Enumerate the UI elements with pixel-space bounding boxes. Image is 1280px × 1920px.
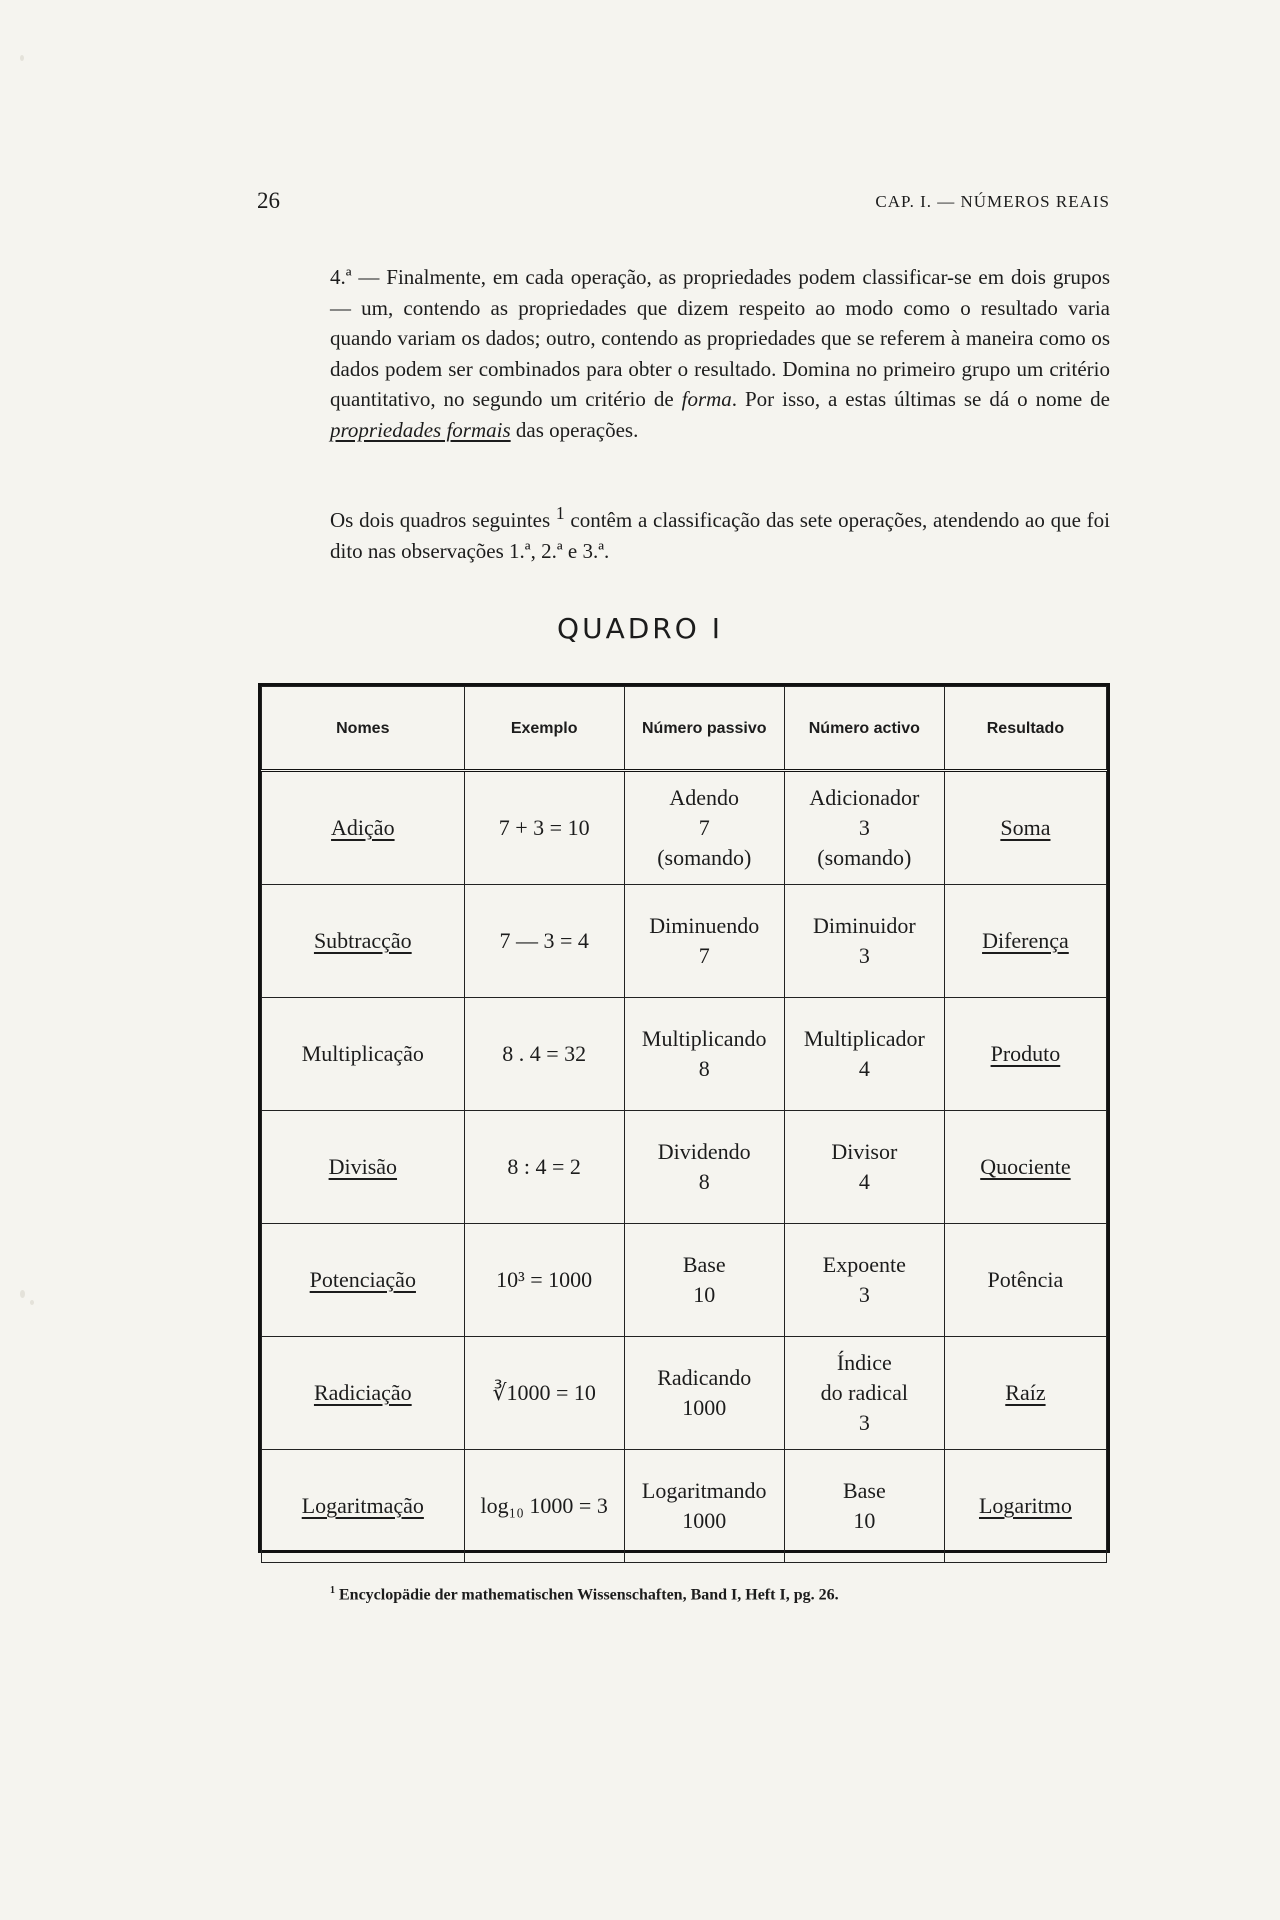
passive-value: 7 bbox=[698, 943, 710, 968]
cell-active bbox=[784, 1224, 944, 1337]
cell-example: ∛1000 = 10 bbox=[464, 1337, 624, 1450]
paragraph-tables-intro bbox=[330, 498, 1110, 566]
cell-passive bbox=[624, 885, 784, 998]
cell-passive bbox=[624, 771, 784, 885]
result-name: Diferença bbox=[982, 928, 1069, 953]
footnote bbox=[330, 1585, 839, 1604]
cell-result bbox=[944, 998, 1106, 1111]
table-title: QUADRO I bbox=[557, 612, 723, 645]
table-row bbox=[262, 1337, 1107, 1450]
operation-name: Subtracção bbox=[313, 928, 412, 953]
header-passive: Número passivo bbox=[624, 687, 784, 771]
table-header-row bbox=[262, 687, 1107, 771]
result-name: Raíz bbox=[1005, 1380, 1046, 1405]
operation-name: Multiplicação bbox=[301, 1041, 424, 1066]
paragraph-text: contêm a classificação das sete operações, atendendo ao que foi dito nas observações 1.ª, 2.ª e 3.ª. bbox=[330, 508, 1110, 563]
passive-value: 10 bbox=[693, 1282, 716, 1307]
active-value: 3 bbox=[858, 815, 870, 840]
operation-name: Potenciação bbox=[309, 1267, 416, 1292]
passive-value: 1000 bbox=[682, 1508, 727, 1533]
cell-active bbox=[784, 885, 944, 998]
active-term: Índice bbox=[836, 1350, 892, 1375]
header-result: Resultado bbox=[944, 687, 1106, 771]
active-term: Diminuidor bbox=[812, 913, 916, 938]
active-term: Base bbox=[842, 1478, 886, 1503]
cell-result bbox=[944, 1111, 1106, 1224]
cell-result bbox=[944, 885, 1106, 998]
table-row bbox=[262, 1224, 1107, 1337]
table-row bbox=[262, 1450, 1107, 1563]
paragraph-properties bbox=[330, 262, 1110, 445]
operation-name: Adição bbox=[331, 815, 395, 840]
paper-speck bbox=[20, 55, 24, 61]
cell-result bbox=[944, 1337, 1106, 1450]
cell-name bbox=[262, 1111, 465, 1224]
cell-example: 10³ = 1000 bbox=[464, 1224, 624, 1337]
cell-active bbox=[784, 771, 944, 885]
italic-term: forma bbox=[681, 387, 732, 411]
passive-value: 8 bbox=[698, 1169, 710, 1194]
active-term: Divisor bbox=[831, 1139, 898, 1164]
paragraph-text: . Por isso, a estas últimas se dá o nome de bbox=[731, 387, 1111, 411]
cell-passive bbox=[624, 1111, 784, 1224]
running-head: CAP. I. — NÚMEROS REAIS bbox=[875, 192, 1110, 211]
active-term: Adicionador bbox=[809, 785, 920, 810]
cell-example: 8 : 4 = 2 bbox=[464, 1111, 624, 1224]
cell-result bbox=[944, 1450, 1106, 1563]
cell-active bbox=[784, 998, 944, 1111]
passive-value: 1000 bbox=[682, 1395, 727, 1420]
result-name: Logaritmo bbox=[978, 1493, 1072, 1518]
table-row bbox=[262, 998, 1107, 1111]
cell-name bbox=[262, 998, 465, 1111]
table-row bbox=[262, 771, 1107, 885]
header-active: Número activo bbox=[784, 687, 944, 771]
cell-passive bbox=[624, 1337, 784, 1450]
footnote-text: Encyclopädie der mathematischen Wissenschaften, Band I, Heft I, pg. 26. bbox=[339, 1586, 839, 1604]
active-value: 3 bbox=[858, 943, 870, 968]
active-term-line2: do radical bbox=[820, 1380, 908, 1405]
cell-result bbox=[944, 1224, 1106, 1337]
operation-name: Logaritmação bbox=[301, 1493, 424, 1518]
cell-name bbox=[262, 1224, 465, 1337]
operations-table bbox=[258, 683, 1110, 1553]
table-row bbox=[262, 1111, 1107, 1224]
result-name: Produto bbox=[990, 1041, 1061, 1066]
active-value: 3 bbox=[858, 1410, 870, 1435]
header-names: Nomes bbox=[262, 687, 465, 771]
cell-active bbox=[784, 1450, 944, 1563]
passive-term: Base bbox=[682, 1252, 726, 1277]
result-name: Soma bbox=[1000, 815, 1051, 840]
active-term: Expoente bbox=[822, 1252, 906, 1277]
table-row bbox=[262, 885, 1107, 998]
cell-passive bbox=[624, 1224, 784, 1337]
passive-term: Multiplicando bbox=[641, 1026, 767, 1051]
cell-active bbox=[784, 1337, 944, 1450]
active-value: 10 bbox=[853, 1508, 876, 1533]
cell-name bbox=[262, 1450, 465, 1563]
cell-name bbox=[262, 771, 465, 885]
paragraph-text: Os dois quadros seguintes bbox=[330, 508, 556, 532]
cell-passive bbox=[624, 998, 784, 1111]
underlined-term: propriedades formais bbox=[330, 417, 511, 442]
cell-passive bbox=[624, 1450, 784, 1563]
cell-example: log₁₀ 1000 = 3 bbox=[464, 1450, 624, 1563]
active-note: (somando) bbox=[817, 845, 912, 870]
active-term: Multiplicador bbox=[803, 1026, 925, 1051]
active-value: 4 bbox=[858, 1169, 870, 1194]
header-example: Exemplo bbox=[464, 687, 624, 771]
passive-term: Radicando bbox=[657, 1365, 752, 1390]
result-name: Potência bbox=[987, 1267, 1064, 1292]
active-value: 4 bbox=[858, 1056, 870, 1081]
paper-speck bbox=[30, 1300, 34, 1305]
cell-result bbox=[944, 771, 1106, 885]
cell-active bbox=[784, 1111, 944, 1224]
paragraph-text: 4.ª — Finalmente, em cada operação, as propriedades podem classificar-se em dois grupos — um, contendo as propriedades que dizem respeito ao modo como o resultado varia quando variam os dados; outro, contendo as propriedades que se referem à maneira como os dados podem ser combinados para obter o resultado. Domina no primeiro grupo um critério quantitativo, no segundo um critério de bbox=[330, 265, 1110, 411]
cell-example: 7 — 3 = 4 bbox=[464, 885, 624, 998]
paragraph-text: das operações. bbox=[510, 417, 639, 442]
footnote-marker: 1 bbox=[330, 1585, 335, 1596]
passive-value: 8 bbox=[698, 1056, 710, 1081]
page-number: 26 bbox=[257, 188, 280, 213]
cell-name bbox=[262, 1337, 465, 1450]
passive-value: 7 bbox=[698, 815, 710, 840]
passive-term: Logaritmando bbox=[641, 1478, 767, 1503]
passive-term: Adendo bbox=[669, 785, 740, 810]
operation-name: Radiciação bbox=[313, 1380, 412, 1405]
cell-name bbox=[262, 885, 465, 998]
paper-speck bbox=[20, 1290, 25, 1298]
operation-name: Divisão bbox=[328, 1154, 398, 1179]
active-value: 3 bbox=[858, 1282, 870, 1307]
cell-example: 7 + 3 = 10 bbox=[464, 771, 624, 885]
result-name: Quociente bbox=[980, 1154, 1071, 1179]
passive-term: Diminuendo bbox=[649, 913, 760, 938]
passive-term: Dividendo bbox=[657, 1139, 751, 1164]
footnote-reference: 1 bbox=[555, 503, 565, 523]
cell-example: 8 . 4 = 32 bbox=[464, 998, 624, 1111]
passive-note: (somando) bbox=[657, 845, 752, 870]
